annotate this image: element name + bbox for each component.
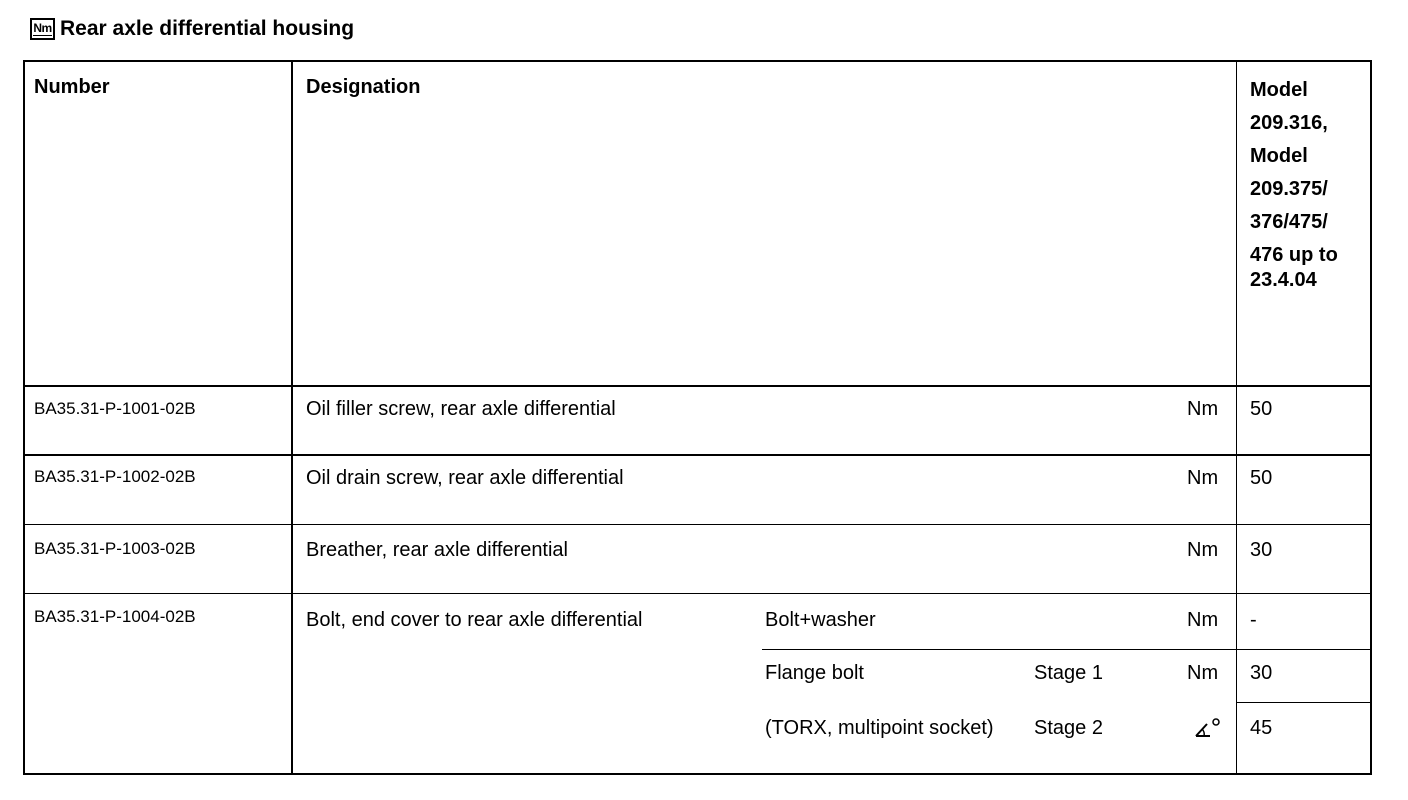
header-model-line: Model (1250, 145, 1308, 167)
col-divider-model (1236, 60, 1237, 775)
subrow-value: - (1250, 609, 1257, 631)
section-title-text: Rear axle differential housing (60, 17, 355, 40)
subrow-value: 30 (1250, 662, 1273, 684)
torque-table (23, 60, 1372, 775)
subrow-value: 45 (1250, 717, 1273, 739)
header-model (1250, 74, 1338, 297)
row-designation: Bolt, end cover to rear axle differential (306, 609, 643, 631)
row-designation: Oil filler screw, rear axle differential (306, 398, 616, 420)
row-number: BA35.31-P-1001-02B (34, 399, 196, 418)
subrow-unit: Nm (1187, 609, 1219, 631)
header-model-line: 23.4.04 (1250, 269, 1317, 291)
angle-degree-icon (1194, 716, 1222, 740)
subrow-unit: Nm (1187, 662, 1219, 684)
torque-nm-icon: Nm (30, 18, 55, 40)
subrow-label: Flange bolt (765, 662, 864, 684)
row-value: 50 (1250, 467, 1273, 489)
row-unit: Nm (1187, 398, 1219, 420)
row-number: BA35.31-P-1002-02B (34, 467, 196, 486)
row-unit: Nm (1187, 539, 1219, 561)
row-designation: Breather, rear axle differential (306, 539, 569, 561)
row-number: BA35.31-P-1004-02B (34, 607, 196, 626)
row-designation: Oil drain screw, rear axle differential (306, 467, 624, 489)
subrow-stage: Stage 2 (1034, 717, 1103, 739)
header-model-line: 209.316, (1250, 112, 1328, 134)
header-model-line: Model (1250, 79, 1308, 101)
subrow-stage: Stage 1 (1034, 662, 1103, 684)
header-model-line: 376/475/ (1250, 211, 1328, 233)
header-designation: Designation (306, 76, 421, 98)
row-divider (23, 385, 1372, 387)
header-model-line: 209.375/ (1250, 178, 1328, 200)
col-divider-number (291, 60, 293, 775)
row-divider (23, 524, 1372, 525)
row-number: BA35.31-P-1003-02B (34, 539, 196, 558)
subrow-divider (762, 649, 1372, 650)
subrow-divider (1236, 702, 1372, 703)
row-unit: Nm (1187, 467, 1219, 489)
subrow-label: Bolt+washer (765, 609, 876, 631)
header-model-line: 476 up to (1250, 244, 1338, 266)
row-value: 30 (1250, 539, 1273, 561)
row-divider (23, 454, 1372, 456)
subrow-label: (TORX, multipoint socket) (765, 717, 994, 739)
header-number: Number (34, 76, 110, 98)
section-title (30, 14, 354, 44)
row-divider (23, 593, 1372, 594)
row-value: 50 (1250, 398, 1273, 420)
